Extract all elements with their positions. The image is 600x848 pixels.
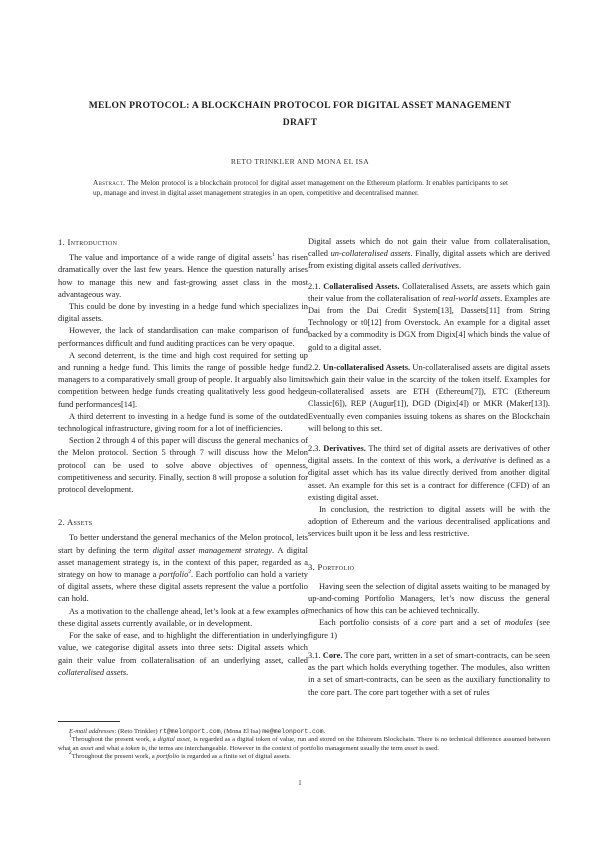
title-line-2: DRAFT xyxy=(282,117,318,128)
email-link[interactable]: me@melonport.com xyxy=(262,728,324,735)
assets-paragraph-continued: Digital assets which do not gain their value from collateralisation, called un-collateralised assets. Finally, digital assets which are derived from existing digital assets called derivatives. xyxy=(308,237,550,271)
footnote-mark: 2 xyxy=(188,569,192,576)
paper-title xyxy=(40,97,560,131)
email-link[interactable]: rt@melonport.com xyxy=(159,728,221,735)
intro-paragraph: A second deterrent, is the time and high cost required for setting up and running a hedge fund. This limits the range of possible hedge fund managers to a comparatively small group of people. It arguably also limits competition between hedge funds creating qualitatively less good hedge fund performances[14]. xyxy=(58,350,308,409)
portfolio-paragraph: Each portfolio consists of a core part and a set of modules (see figure 1) xyxy=(308,618,551,640)
assets-paragraph: For the sake of ease, and to highlight the differentiation in underlying value, we categorise digital assets into three sets: Digital assets which gain their value from collateralisation of an underlying asset, called collateralised assets. xyxy=(58,631,308,677)
footnote-rule xyxy=(58,721,120,722)
footnote-mark: 1 xyxy=(272,252,275,259)
subsection-title: Derivatives. xyxy=(323,444,366,454)
abstract xyxy=(93,178,508,198)
assets-conclusion: In conclusion, the restriction to digital assets will be with the adoption of Ethereum and the various decentralised applications and services built upon it be less and less restrictive. xyxy=(308,505,550,539)
footnote-2: $^2$Throughout the present work, a portfolio is regarded as a finite set of digital assets. xyxy=(69,750,291,761)
intro-paragraph: This could be done by investing in a hedge fund which specializes in digital assets. xyxy=(58,302,308,324)
subsection-title: Core. xyxy=(322,650,343,660)
portfolio-paragraph: Having seen the selection of digital assets waiting to be managed by up-and-coming Portfolio Managers, let’s now discuss the general mechanics of how this can be achieved technically. xyxy=(308,581,550,616)
intro-paragraph: The value and importance of a wide range of digital assets$^1$ has risen dramatically over the last few years. Hence the question naturally arises how to manage this new and fast-growing asset class in the most advantageous way. xyxy=(58,252,308,299)
subsection-core: 3.1. Core. The core part, written in a set of smart-contracts, can be seen as the part which holds everything together. The modules, also written in a set of smart-contracts, can be seen as the auxiliary functionality to the core part. The core part together with a set of rules xyxy=(308,650,550,697)
subsection-title: Collateralised Assets. xyxy=(323,281,400,291)
intro-paragraph: A third deterrent to investing in a hedge fund is some of the outdated technological infrastructure, giving room for a lot of inefficiencies. xyxy=(58,411,308,434)
abstract-label: Abstract. xyxy=(93,178,126,187)
section-heading-portfolio: 3. Portfolio xyxy=(308,561,355,572)
subsection-collateralised-assets: 2.1. Collateralised Assets. Collateralised Assets, are assets which gain their value from the collateralisation of real-world assets. Examples are Dai from the Dai Credit System[13], Dassets[11] from String Technology or t0[12] from Overstock. An example for a digital asset backed by a commodity is DGX from Digix[4] which binds the value of gold to a digital asset. xyxy=(308,281,551,352)
email-addresses: E-mail addresses: (Reto Trinkler) rt@melonport.com, (Mona El Isa) me@melonport.com. xyxy=(69,728,326,735)
title-line-1: MELON PROTOCOL: A BLOCKCHAIN PROTOCOL FOR DIGITAL ASSET MANAGEMENT xyxy=(88,100,512,111)
intro-paragraph: Section 2 through 4 of this paper will discuss the general mechanics of the Melon protocol. Section 5 through 7 will discuss how the Melon protocol can be used to solve above objectives of openness, competitiveness and security. Finally, section 8 will propose a solution for protocol development. xyxy=(58,436,308,495)
abstract-text: The Melon protocol is a blockchain protocol for digital asset management on the Ethereum platform. It enables participants to set up, manage and invest in digital asset management strategies in an open, competitive and decentralised manner. xyxy=(93,178,508,198)
intro-paragraph: However, the lack of standardisation can make comparison of fund performances difficult and fund auditing practices can be very opaque. xyxy=(58,326,308,348)
footnotes xyxy=(58,728,550,762)
section-heading-assets: 2. Assets xyxy=(58,517,93,528)
page-number: 1 xyxy=(298,780,302,787)
subsection-derivatives: 2.3. Derivatives. The third set of digital assets are derivatives of other digital assets. In the context of this work, a derivative is defined as a digital asset which has its value directly derived from another digital asset. An example for this set is a contract for difference (CFD) of an existing digital asset. xyxy=(308,444,551,502)
footnote-1: $^1$Throughout the present work, a digital asset, is regarded as a digital token of value, run and stored on the Ethereum Blockchain. There is no technical difference assumed between what an asset and what a token is, the terms are interchangeable. However in the context of portfolio management usually the term asset is used. xyxy=(58,733,550,752)
assets-paragraph: To better understand the general mechanics of the Melon protocol, lets start by defining the term digital asset management strategy. A digital asset management strategy is, in the context of this paper, regarded as a strategy on how to manage a portfolio$^2$. Each portfolio can hold a variety of digital assets, where these digital assets represent the value a portfolio can hold. xyxy=(58,533,308,604)
subsection-uncollateralised-assets: 2.2. Un-collateralised Assets. Un-collateralised assets are digital assets which gain their value in the scarcity of the token itself. Examples for un-collateralised assets are ETH (Ethereum[7]), ETC (Ethereum Classic[6]), REP (Augur[1]), DGD (Digix[4]) or MKR (Maker[13]). Eventually even companies issuing tokens as shares on the Blockchain will belong to this set. xyxy=(308,362,551,433)
right-column xyxy=(308,236,550,699)
assets-paragraph: As a motivation to the challenge ahead, let’s look at a few examples of these digital assets currently available, or in development. xyxy=(58,606,308,628)
section-heading-introduction: 1. Introduction xyxy=(58,237,118,247)
subsection-title: Un-collateralised Assets. xyxy=(322,362,411,372)
left-column xyxy=(58,236,308,679)
authors: RETO TRINKLER AND MONA EL ISA xyxy=(230,157,370,166)
